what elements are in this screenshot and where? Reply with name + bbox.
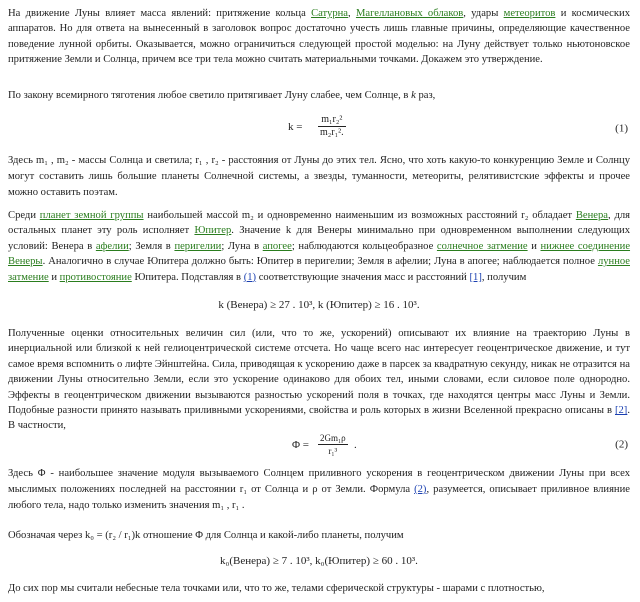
text: , для остальных планет эту роль исполняет xyxy=(8,210,630,237)
link-reference-2[interactable]: [2] xyxy=(614,405,628,417)
link-opposition[interactable]: противостояние xyxy=(59,271,132,283)
text: Среди xyxy=(8,210,40,221)
link-formula-2[interactable]: (2) xyxy=(414,484,427,495)
text: , получим xyxy=(481,271,527,283)
text: Юпитера. Подставляя в xyxy=(131,271,244,283)
fraction-denominator: r₁³ xyxy=(328,446,338,456)
link-formula-1[interactable]: (1) xyxy=(243,271,257,283)
link-venus[interactable]: Венера xyxy=(575,210,608,221)
text: Обозначая через k₀ = (r₂ / r₁)k отношение Φ для Солнца и какой-либо планеты, получим xyxy=(8,530,404,541)
paragraph-masses xyxy=(8,153,630,201)
equation-k0-values xyxy=(8,554,630,570)
text: Здесь m₁ , m₂ - массы Солнца и светила; r₁ , r₂ - расстояния от Луны до этих тел. Ясно, что хоть какую-то конкуренцию Земле и Солнцу могут составить лишь большие планеты Солнечной системы, а звезды, туманности, метеориты, релятивистские эффекты и прочее можно оставить поэтам. xyxy=(8,155,630,198)
link-magellanic-clouds[interactable]: Магеллановых облаков xyxy=(355,8,464,19)
text: . В частности, xyxy=(8,405,630,432)
text: соответствующие значения масс и расстояний xyxy=(256,271,470,283)
text: До сих пор мы считали небесные тела точками или, что то же, телами сферической структуры - шарами с плотностью, xyxy=(8,583,545,594)
fraction-numerator: 2Gm₁ρ xyxy=(320,433,346,443)
text: и xyxy=(48,271,60,283)
equation-1-fraction xyxy=(318,114,346,139)
equation-1-lhs: k = xyxy=(288,121,303,133)
equation-number-1: (1) xyxy=(615,122,628,135)
text: , xyxy=(348,8,356,19)
equation-k0-text: k₀(Венера) ≥ 7 . 10³, k₀(Юпитер) ≥ 60 . 10³. xyxy=(220,555,418,567)
link-terrestrial-planets[interactable]: планет земной группы xyxy=(39,210,144,221)
equation-2-fraction xyxy=(318,432,348,457)
paragraph-phi xyxy=(8,466,630,514)
paragraph-closing xyxy=(8,581,630,596)
link-saturn[interactable]: Сатурна xyxy=(311,8,349,19)
text: Полученные оценки относительных величин сил (или, что то же, ускорений) описывают их влияние на траекторию Луны в инерциальной или близкой к ней гелиоцентрической системе отсчета. Но чаще всего нас интересует геоцентрическое движение, и тут самое время вспомнить о лифте Эйнштейна. Сила, приводящая к ускорению даже в парсек за квадратную секунду, никак не отразится на движении Луны относительно Земли, если это ускорение одинаково для обоих тел, иными словами, если силовое поле однородно. Эффекты в геоцентрическом движении вызываются разностью ускорений поля в точках, где находятся центры масс Луны и Земли. Подобные разности принято называть приливными ускорениями, свойства и роль которых в жизни Вселенной прекрасно описаны в xyxy=(8,328,630,417)
text: . Аналогично в случае Юпитера должно быть: Юпитер в перигелии; Земля в афелии; Луна в апогее; наблюдается полное xyxy=(42,256,598,268)
paragraph-intro xyxy=(8,6,630,68)
paragraph-gravity-law xyxy=(8,88,630,103)
text: ; Земля в xyxy=(128,240,175,252)
text: . Значение k для Венеры минимально при одновременном выполнении следующих условий: Венера в xyxy=(8,225,630,252)
link-apogee[interactable]: апогее xyxy=(262,240,292,252)
symbol-k: k xyxy=(411,90,416,101)
equation-k-text: k (Венера) ≥ 27 . 10³, k (Юпитер) ≥ 16 . 10³. xyxy=(218,299,420,311)
paragraph-tidal xyxy=(8,326,630,434)
equation-2 xyxy=(8,430,630,460)
paragraph-planets xyxy=(8,208,630,285)
link-perihelion[interactable]: перигелии xyxy=(174,240,222,252)
link-inferior-conjunction[interactable]: нижнее соединение Венеры xyxy=(8,240,631,268)
text: и космических аппаратов. Но для ответа на вынесенный в заголовок вопрос достаточно учесть лишь главные причины, определяющие качественное поведение лунной орбиты. Оказывается, можно ограничиться следующей простой моделью: на Луну действует только ньютоновское притяжение Земли и Солнца, причем все три тела можно считать материальными точками. Докажем это утверждение. xyxy=(8,8,630,66)
equation-2-period: . xyxy=(354,439,357,451)
link-jupiter[interactable]: Юпитер xyxy=(194,225,232,237)
fraction-numerator: m₁r₂² xyxy=(318,114,346,127)
text: , разумеется, описывает приливное влияние любого тела, надо только изменить значения m₁ , r₁ . xyxy=(8,484,630,511)
text: По закону всемирного тяготения любое светило притягивает Луну слабее, чем Солнце, в xyxy=(8,90,412,101)
text: и xyxy=(527,240,541,252)
equation-2-lhs: Φ = xyxy=(292,439,309,451)
text: наибольшей массой m₂ и одновременно наименьшим из возможных расстояний r₂ обладает xyxy=(143,210,576,221)
text: ; Луна в xyxy=(221,240,263,252)
text: ; наблюдаются кольцеобразное xyxy=(291,240,437,252)
link-lunar-eclipse[interactable]: лунное затмение xyxy=(8,256,630,283)
text: , удары xyxy=(463,8,504,19)
text: На движение Луны влияет масса явлений: притяжение кольца xyxy=(8,8,312,19)
equation-number-2: (2) xyxy=(615,438,628,451)
equation-1 xyxy=(8,112,630,146)
link-reference-1[interactable]: [1] xyxy=(469,271,482,283)
fraction-denominator: m₂r₁². xyxy=(320,127,344,138)
equation-k-values xyxy=(8,298,630,314)
text: Здесь Φ - наибольшее значение модуля вызываемого Солнцем приливного ускорения в геоцентрическом движении Луны при всех мыслимых положениях последней на расстоянии r₁ от Солнца и ρ от Земли. Формула xyxy=(8,468,630,495)
link-solar-eclipse[interactable]: солнечное затмение xyxy=(436,240,528,252)
link-aphelion[interactable]: афелии xyxy=(95,240,129,252)
text: раз, xyxy=(415,90,436,101)
paragraph-k0 xyxy=(8,528,630,543)
link-meteorites[interactable]: метеоритов xyxy=(503,8,556,19)
